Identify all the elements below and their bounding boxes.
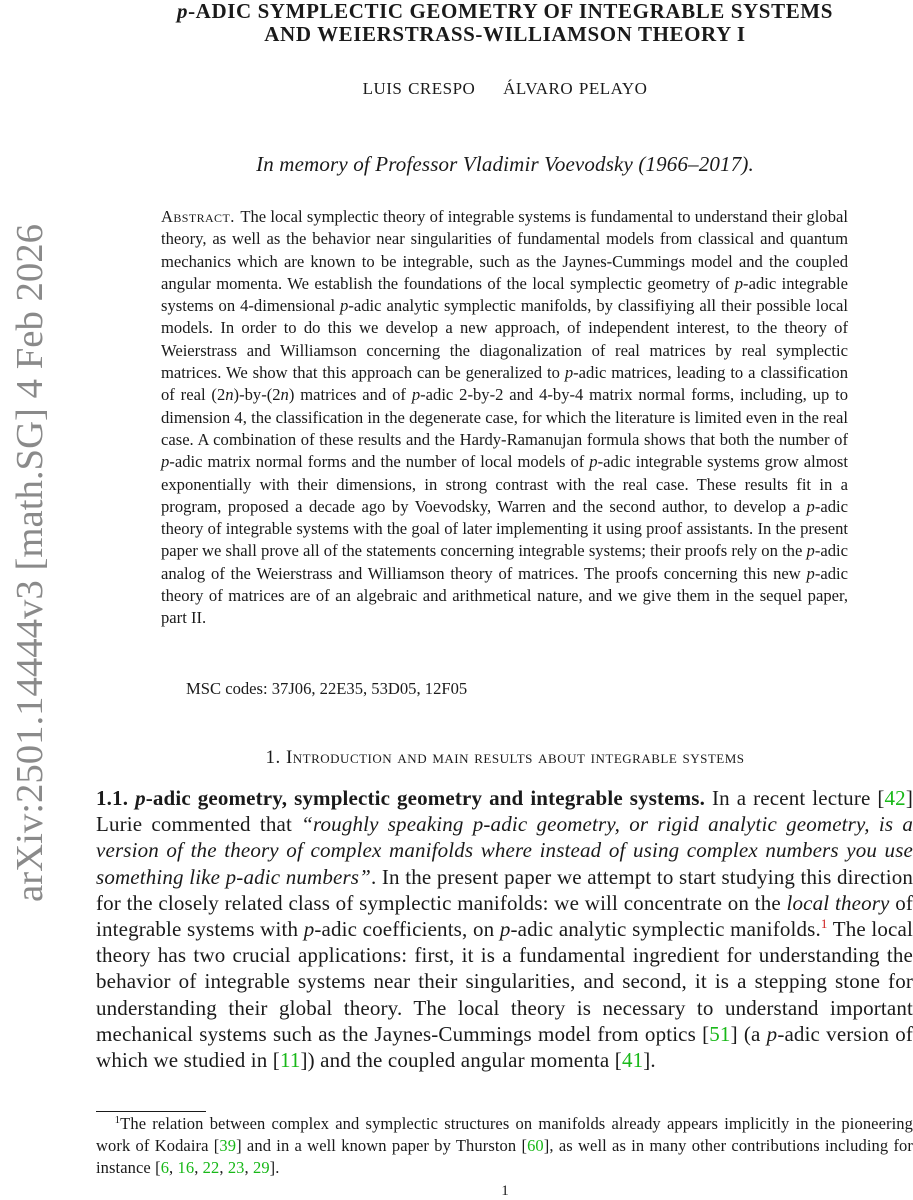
title-line-1: p-ADIC SYMPLECTIC GEOMETRY OF INTEGRABLE SYSTEMS — [176, 0, 834, 23]
authors — [96, 79, 913, 99]
section-heading — [96, 747, 913, 769]
author-1: LUIS CRESPO — [362, 79, 476, 98]
footnote: $^1$The relation between complex and symplectic structures on manifolds already appears implicitly in the pioneering work of Kodaira [39] and in a well known paper by Thurston [60], as well as in many other contributions including for instance [6, 16, 22, 23, 29]. — [96, 1114, 913, 1177]
citation-link[interactable]: 41 — [621, 1048, 644, 1073]
citation-link[interactable]: 6 — [160, 1158, 170, 1177]
arxiv-stamp — [4, 222, 54, 902]
citation-link[interactable]: 22 — [202, 1158, 220, 1177]
footnote-marker[interactable]: 1 — [820, 916, 828, 932]
page-number: 1 — [501, 1183, 509, 1199]
citation-link[interactable]: 60 — [527, 1136, 544, 1155]
footnote-number: 1 — [114, 1114, 121, 1126]
citation-link[interactable]: 11 — [279, 1048, 301, 1073]
citation-link[interactable]: 39 — [219, 1136, 237, 1155]
citation-link[interactable]: 29 — [252, 1158, 270, 1177]
citation-link[interactable]: 51 — [709, 1021, 731, 1046]
abstract: Abstract. The local symplectic theory of integrable systems is fundamental to understand their global theory, as well as the behavior near singularities of fundamental models from classical and quantum mechanics which are known to be integrable, such as the Jaynes-Cummings model and the coupled angular momenta. We establish the foundations of the local symplectic geometry of p-adic integrable systems on 4-dimensional p-adic analytic symplectic manifolds, by classifiying all their possible local models. In order to do this we develop a new approach, of independent interest, to the theory of Weierstrass and Williamson concerning the diagonalization of real matrices by real symplectic matrices. We show that this approach can be generalized to p-adic matrices, leading to a classification of real (2n)-by-(2n) matrices and of p-adic 2-by-2 and 4-by-4 matrix normal forms, including, up to dimension 4, the classification in the degenerate case, for which the literature is limited even in the real case. A combination of these results and the Hardy-Ramanujan formula shows that both the number of p-adic matrix normal forms and the number of local models of p-adic integrable systems grow almost exponentially with their dimensions, in strong contrast with the real case. These results fit in a program, proposed a decade ago by Voevodsky, Warren and the second author, to develop a p-adic theory of integrable systems with the goal of later implementing it using proof assistants. In the present paper we shall prove all of the statements concerning integrable systems; their proofs rely on the p-adic analog of the Weierstrass and Williamson theory of matrices. The proofs concerning this new p-adic theory of matrices are of an algebraic and arithmetical nature, and we give them in the sequel paper, part II. — [161, 207, 849, 628]
subsection-heading: 1.1. p-adic geometry, symplectic geometry and integrable systems. — [96, 786, 706, 810]
arxiv-stamp-text: arXiv:2501.14444v3 [math.SG] 4 Feb 2026 — [9, 237, 51, 902]
section-number: 1. — [265, 747, 281, 768]
msc-codes: MSC codes: 37J06, 22E35, 53D05, 12F05 — [186, 679, 468, 698]
author-2: ÁLVARO PELAYO — [503, 79, 648, 98]
arxiv-stamp-svg — [4, 222, 54, 902]
title-line-2: AND WEIERSTRASS-WILLIAMSON THEORY I — [264, 22, 746, 46]
abstract-label: Abstract — [161, 207, 231, 226]
lurie-quote: “roughly speaking p-adic geometry, or rigid analytic geometry, is a version of the theory of complex manifolds where instead of using complex numbers you use something like p-adic numbers” — [96, 812, 913, 889]
footnote-divider — [96, 1111, 206, 1112]
section-title: Introduction and main results about integrable systems — [285, 747, 745, 768]
citation-link[interactable]: 16 — [177, 1158, 195, 1177]
body-paragraph: 1.1. p-adic geometry, symplectic geometry and integrable systems. In a recent lecture [42] Lurie commented that “roughly speaking p-adic geometry, or rigid analytic geometry, is a version of the theory of complex manifolds where instead of using complex numbers you use something like p-adic numbers”. In the present paper we attempt to start studying this direction for the closely related class of symplectic manifolds: we will concentrate on the local theory of integrable systems with p-adic coefficients, on p-adic analytic symplectic manifolds.$^1$ The local theory has two crucial applications: first, it is a fundamental ingredient for understanding the behavior of integrable systems near their singularities, and second, it is a stepping stone for understanding their global theory. The local theory is necessary to understand important mechanical systems such as the Jaynes-Cummings model from optics [51] (a p-adic version of which we studied in [11]) and the coupled angular momenta [41]. — [96, 786, 913, 1073]
citation-link[interactable]: 42 — [884, 786, 906, 810]
citation-link[interactable]: 23 — [227, 1158, 245, 1177]
paper-title — [96, 0, 913, 46]
dedication: In memory of Professor Vladimir Voevodsky (1966–2017). — [256, 152, 754, 176]
